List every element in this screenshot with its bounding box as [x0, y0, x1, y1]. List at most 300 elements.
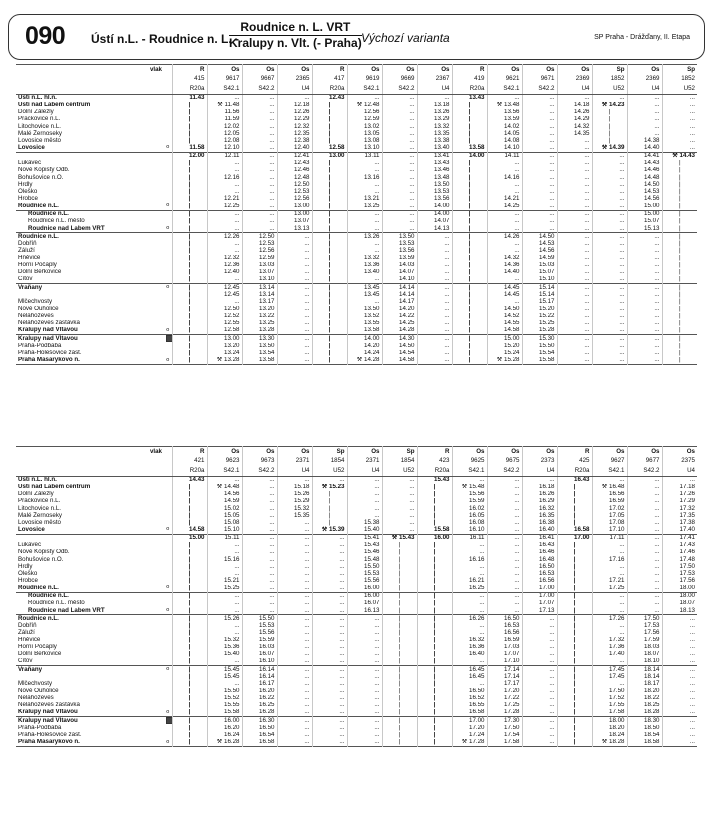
time-cell: ...: [522, 622, 557, 629]
time-cell: |: [382, 725, 417, 732]
time-cell: |: [452, 335, 487, 343]
station-mark: [164, 637, 172, 644]
time-cell: 16.58: [242, 739, 277, 747]
time-cell: 14.40: [487, 269, 522, 276]
time-cell: 17.05: [592, 512, 627, 519]
time-cell: 12.52: [207, 313, 242, 320]
time-cell: ...: [347, 658, 382, 666]
time-cell: 14.05: [487, 130, 522, 137]
station-name: Ústí n.L. hl.n.: [18, 94, 57, 101]
time-cell: |: [172, 542, 207, 549]
time-cell: |: [382, 607, 417, 615]
time-cell: ...: [487, 592, 522, 600]
station-mark: [164, 534, 172, 542]
time-cell: |: [662, 240, 697, 247]
train-line-12: S42.1: [592, 466, 627, 476]
time-cell: ...: [207, 298, 242, 305]
train-line-10: U4: [522, 466, 557, 476]
table-row: [16, 702, 697, 709]
station-name: Dobříň: [18, 622, 37, 629]
time-cell: 12.48: [277, 174, 312, 181]
table-row: [16, 732, 697, 739]
time-cell: 17.24: [452, 732, 487, 739]
time-cell: 17.55: [592, 702, 627, 709]
station-name: Mlčechvosty: [18, 680, 53, 687]
time-cell: |: [382, 673, 417, 680]
time-cell: ...: [207, 592, 242, 600]
time-cell: 14.24: [347, 350, 382, 357]
time-cell: |: [172, 188, 207, 195]
time-cell: ...: [557, 291, 592, 298]
time-cell: ...: [242, 563, 277, 570]
train-line-2: S42.2: [242, 84, 277, 94]
station-name: Dolní Beřkovice: [18, 650, 62, 658]
time-cell: |: [417, 651, 452, 658]
time-cell: |: [172, 725, 207, 732]
train-line-10: S42.2: [522, 84, 557, 94]
time-cell: 16.20: [207, 725, 242, 732]
time-cell: ...: [277, 695, 312, 702]
time-cell: 18.00: [662, 585, 697, 593]
time-cell: |: [417, 732, 452, 739]
time-cell: 14.50: [382, 343, 417, 350]
train-line-8: S42.1: [452, 466, 487, 476]
time-cell: |: [452, 269, 487, 276]
station-mark: [164, 615, 172, 623]
header-label: [16, 457, 164, 467]
time-cell: ...: [522, 144, 557, 152]
station-mark: [164, 313, 172, 320]
time-cell: ...: [592, 218, 627, 225]
time-cell: 15.50: [207, 688, 242, 695]
time-cell: |: [312, 160, 347, 167]
table-row: [16, 174, 697, 181]
station-name: Roudnice n.L.: [16, 233, 164, 241]
train-cat-9: Os: [487, 447, 522, 457]
time-cell: |: [662, 320, 697, 327]
time-cell: ⚒ 12.48: [347, 102, 382, 109]
time-cell: 16.29: [522, 498, 557, 505]
time-cell: ...: [522, 210, 557, 218]
station-name: Hrobce: [18, 195, 38, 202]
time-cell: ...: [382, 498, 417, 505]
time-cell: 15.43: [417, 476, 452, 484]
header-label: [16, 466, 164, 476]
table-row: [16, 152, 697, 160]
table-row: [16, 233, 697, 241]
time-cell: |: [312, 233, 347, 241]
time-cell: ...: [592, 622, 627, 629]
timetable-header: [8, 14, 705, 60]
time-cell: 12.25: [207, 203, 242, 211]
time-cell: 13.03: [242, 262, 277, 269]
station-name: Hrobce: [18, 577, 38, 584]
time-cell: |: [592, 130, 627, 137]
time-cell: ...: [242, 484, 277, 491]
table-row: [16, 195, 697, 202]
time-cell: 17.45: [592, 673, 627, 680]
time-cell: |: [312, 335, 347, 343]
time-cell: 13.43: [417, 160, 452, 167]
time-cell: |: [172, 695, 207, 702]
time-cell: ...: [592, 600, 627, 607]
time-cell: ...: [557, 255, 592, 262]
train-cat-14: Os: [662, 447, 697, 457]
station-name: Roudnice n.L.: [16, 210, 164, 218]
time-cell: 16.59: [487, 637, 522, 644]
time-cell: ...: [382, 476, 417, 484]
time-cell: ...: [382, 94, 417, 102]
station-name: Dolní Zálezly: [18, 108, 54, 116]
time-cell: |: [417, 709, 452, 717]
time-cell: 16.03: [242, 644, 277, 651]
table-row: [16, 210, 697, 218]
time-cell: |: [452, 137, 487, 144]
time-cell: 15.43: [347, 542, 382, 549]
time-cell: 17.14: [487, 673, 522, 680]
time-cell: 16.48: [522, 556, 557, 563]
time-cell: ...: [277, 526, 312, 534]
station-name: Lovosice: [18, 526, 45, 533]
time-cell: 17.41: [662, 534, 697, 542]
time-cell: ⚒ 15.39: [312, 526, 347, 534]
time-cell: ...: [277, 255, 312, 262]
time-cell: ...: [452, 592, 487, 600]
time-cell: 14.00: [417, 203, 452, 211]
time-cell: 18.14: [627, 673, 662, 680]
time-cell: |: [312, 195, 347, 202]
time-cell: 15.21: [207, 577, 242, 584]
time-cell: ...: [662, 702, 697, 709]
time-cell: ...: [592, 327, 627, 335]
table-row: [16, 306, 697, 313]
time-cell: ...: [242, 225, 277, 233]
station-mark: [164, 629, 172, 636]
project-label: SP Praha - Drážďany, II. Etapa: [594, 34, 690, 41]
time-cell: 12.10: [207, 144, 242, 152]
time-cell: ...: [277, 739, 312, 747]
time-cell: 15.50: [347, 563, 382, 570]
station-name: Lukavec: [18, 159, 42, 167]
time-cell: ...: [382, 102, 417, 109]
time-cell: 15.08: [207, 519, 242, 526]
time-cell: 12.45: [207, 284, 242, 292]
time-cell: |: [417, 607, 452, 615]
station-mark: [164, 269, 172, 276]
time-cell: 16.59: [592, 498, 627, 505]
train-line-14: U52: [662, 84, 697, 94]
time-cell: 12.40: [207, 269, 242, 276]
station-mark: [164, 276, 172, 284]
time-cell: |: [452, 123, 487, 130]
time-cell: 18.00: [592, 717, 627, 725]
train-cat-4: R: [312, 65, 347, 75]
header-mark: [164, 466, 172, 476]
station-name: Praha-Podbaba: [18, 342, 62, 350]
station-mark: [164, 658, 172, 666]
time-cell: ...: [522, 651, 557, 658]
station-mark: [164, 94, 172, 102]
time-cell: ...: [277, 592, 312, 600]
time-cell: 13.30: [242, 335, 277, 343]
train-line-11: U4: [557, 84, 592, 94]
time-cell: 15.20: [522, 306, 557, 313]
time-cell: ...: [242, 505, 277, 512]
time-cell: ...: [242, 174, 277, 181]
time-cell: 14.54: [382, 350, 417, 357]
time-cell: 11.56: [207, 109, 242, 116]
time-cell: |: [452, 350, 487, 357]
time-cell: |: [417, 600, 452, 607]
header-label: [16, 75, 164, 85]
time-cell: ...: [592, 320, 627, 327]
time-cell: 13.17: [242, 298, 277, 305]
time-cell: 16.28: [242, 709, 277, 717]
time-cell: 11.59: [207, 116, 242, 123]
time-cell: ...: [522, 152, 557, 160]
time-cell: |: [417, 549, 452, 556]
time-cell: ...: [207, 476, 242, 484]
time-cell: ...: [277, 476, 312, 484]
table-row: [16, 327, 697, 335]
time-cell: 17.58: [487, 739, 522, 747]
time-cell: ...: [277, 357, 312, 365]
time-cell: ...: [312, 549, 347, 556]
time-cell: 13.48: [417, 174, 452, 181]
time-cell: 17.10: [592, 526, 627, 534]
time-cell: 13.14: [242, 291, 277, 298]
time-cell: 14.10: [382, 276, 417, 284]
train-line-4: U52: [312, 466, 347, 476]
time-cell: |: [557, 484, 592, 491]
table-row: [16, 673, 697, 680]
table-row: [16, 284, 697, 292]
time-cell: ...: [382, 188, 417, 195]
time-cell: |: [312, 174, 347, 181]
time-cell: |: [312, 512, 347, 519]
time-cell: 17.13: [522, 607, 557, 615]
time-cell: 13.26: [347, 233, 382, 241]
table-row: [16, 276, 697, 284]
table-row: [16, 549, 697, 556]
time-cell: |: [172, 680, 207, 687]
station-mark: o: [166, 526, 170, 533]
time-cell: |: [312, 298, 347, 305]
time-cell: 17.25: [487, 702, 522, 709]
table-row: [16, 592, 697, 600]
time-cell: 16.22: [242, 695, 277, 702]
time-cell: |: [557, 577, 592, 584]
time-cell: 13.07: [277, 218, 312, 225]
station-mark: [164, 137, 172, 144]
time-cell: 12.08: [207, 137, 242, 144]
time-cell: 13.00: [277, 210, 312, 218]
time-cell: 12.50: [242, 233, 277, 241]
time-cell: |: [557, 542, 592, 549]
station-mark: [164, 306, 172, 313]
train-line-1: S42.1: [207, 84, 242, 94]
time-cell: 13.00: [207, 335, 242, 343]
table-row: [16, 476, 697, 484]
time-cell: |: [662, 167, 697, 174]
time-cell: 14.48: [627, 174, 662, 181]
time-cell: ...: [592, 563, 627, 570]
time-cell: ...: [662, 137, 697, 144]
station-name: Nové Ouholice: [18, 687, 59, 695]
time-cell: ...: [557, 137, 592, 144]
time-cell: 17.00: [452, 717, 487, 725]
train-cat-5: Os: [347, 447, 382, 457]
time-cell: |: [172, 174, 207, 181]
time-cell: |: [312, 284, 347, 292]
time-cell: ...: [347, 688, 382, 695]
station-mark: [164, 160, 172, 167]
time-cell: 13.21: [347, 195, 382, 202]
table-row: [16, 225, 697, 233]
time-cell: |: [662, 350, 697, 357]
time-cell: ...: [452, 658, 487, 666]
time-cell: ...: [277, 615, 312, 623]
time-cell: 16.13: [347, 607, 382, 615]
table-row: [16, 688, 697, 695]
time-cell: 14.25: [487, 203, 522, 211]
time-cell: |: [382, 549, 417, 556]
time-cell: 16.17: [242, 680, 277, 687]
time-cell: ...: [207, 622, 242, 629]
time-cell: ...: [207, 240, 242, 247]
time-cell: ...: [312, 622, 347, 629]
time-cell: |: [452, 240, 487, 247]
time-cell: ...: [417, 94, 452, 102]
time-cell: ...: [522, 615, 557, 623]
time-cell: 13.38: [417, 137, 452, 144]
station-mark: [164, 152, 172, 160]
time-cell: ...: [242, 549, 277, 556]
table-row: [16, 137, 697, 144]
destination-bottom: Kralupy n. Vlt. (- Praha): [229, 36, 362, 50]
time-cell: ...: [557, 247, 592, 254]
time-cell: 13.25: [242, 320, 277, 327]
time-cell: 17.52: [592, 695, 627, 702]
time-cell: |: [557, 725, 592, 732]
time-cell: ...: [487, 94, 522, 102]
station-name: Oleško: [18, 570, 38, 577]
time-cell: ...: [242, 491, 277, 498]
train-cat-5: Os: [347, 65, 382, 75]
time-cell: ...: [382, 505, 417, 512]
time-cell: 14.26: [487, 233, 522, 241]
train-line-14: U4: [662, 466, 697, 476]
time-cell: 13.36: [347, 262, 382, 269]
time-cell: |: [312, 320, 347, 327]
station-mark: [164, 577, 172, 584]
time-cell: |: [452, 102, 487, 109]
time-cell: |: [417, 563, 452, 570]
station-name: Hrdly: [18, 563, 33, 570]
time-cell: 14.50: [627, 181, 662, 188]
time-cell: ...: [487, 585, 522, 593]
table-row: [16, 320, 697, 327]
station-name: Hněvice: [18, 636, 41, 644]
train-num-7: 2367: [417, 75, 452, 85]
time-cell: 13.53: [417, 188, 452, 195]
time-cell: ...: [487, 160, 522, 167]
station-mark: [164, 512, 172, 519]
time-cell: |: [662, 218, 697, 225]
time-cell: 14.32: [487, 255, 522, 262]
station-name: Kralupy nad Vltavou: [16, 335, 164, 343]
time-cell: ...: [312, 577, 347, 584]
time-cell: ...: [347, 240, 382, 247]
time-cell: 15.29: [277, 498, 312, 505]
time-cell: 15.40: [207, 651, 242, 658]
time-cell: 16.05: [452, 512, 487, 519]
time-cell: 12.56: [277, 195, 312, 202]
station-name: Lovosice: [18, 144, 45, 151]
train-num-11: 2369: [557, 75, 592, 85]
time-cell: ...: [417, 247, 452, 254]
train-line-3: U4: [277, 466, 312, 476]
time-cell: 12.00: [172, 152, 207, 160]
time-cell: ...: [662, 629, 697, 636]
time-cell: |: [557, 505, 592, 512]
time-cell: |: [557, 709, 592, 717]
time-cell: |: [172, 577, 207, 584]
time-cell: 16.41: [522, 534, 557, 542]
table-row: [16, 123, 697, 130]
time-cell: ...: [662, 109, 697, 116]
time-cell: ...: [242, 210, 277, 218]
time-cell: |: [172, 269, 207, 276]
time-cell: 17.07: [522, 600, 557, 607]
time-cell: 16.14: [242, 666, 277, 674]
station-name: [16, 291, 164, 298]
time-cell: 17.35: [662, 512, 697, 519]
time-cell: 13.05: [347, 130, 382, 137]
time-cell: |: [662, 160, 697, 167]
time-cell: |: [662, 195, 697, 202]
header-mark: [164, 457, 172, 467]
header-row-nums: [16, 457, 697, 467]
time-cell: |: [417, 673, 452, 680]
time-cell: |: [172, 644, 207, 651]
time-cell: 17.53: [662, 570, 697, 577]
station-name: Nové Ouholice: [18, 305, 59, 313]
time-cell: 12.26: [277, 109, 312, 116]
station-name: Litochovice n.L.: [18, 123, 61, 130]
time-cell: 14.07: [417, 218, 452, 225]
time-cell: |: [452, 195, 487, 202]
station-mark: [164, 556, 172, 563]
station-mark: [164, 688, 172, 695]
time-cell: ...: [592, 629, 627, 636]
train-cat-6: Os: [382, 65, 417, 75]
train-line-4: R20a: [312, 84, 347, 94]
time-cell: ...: [242, 144, 277, 152]
time-cell: ...: [417, 276, 452, 284]
time-cell: |: [417, 484, 452, 491]
train-cat-10: Os: [522, 65, 557, 75]
station-name: Roudnice n.L.: [16, 615, 164, 623]
time-cell: |: [662, 210, 697, 218]
time-cell: 13.54: [242, 350, 277, 357]
time-cell: 16.43: [522, 542, 557, 549]
time-cell: 12.29: [277, 116, 312, 123]
time-cell: 15.16: [207, 556, 242, 563]
station-mark: [164, 188, 172, 195]
train-num-3: 2371: [277, 457, 312, 467]
time-cell: ...: [312, 695, 347, 702]
